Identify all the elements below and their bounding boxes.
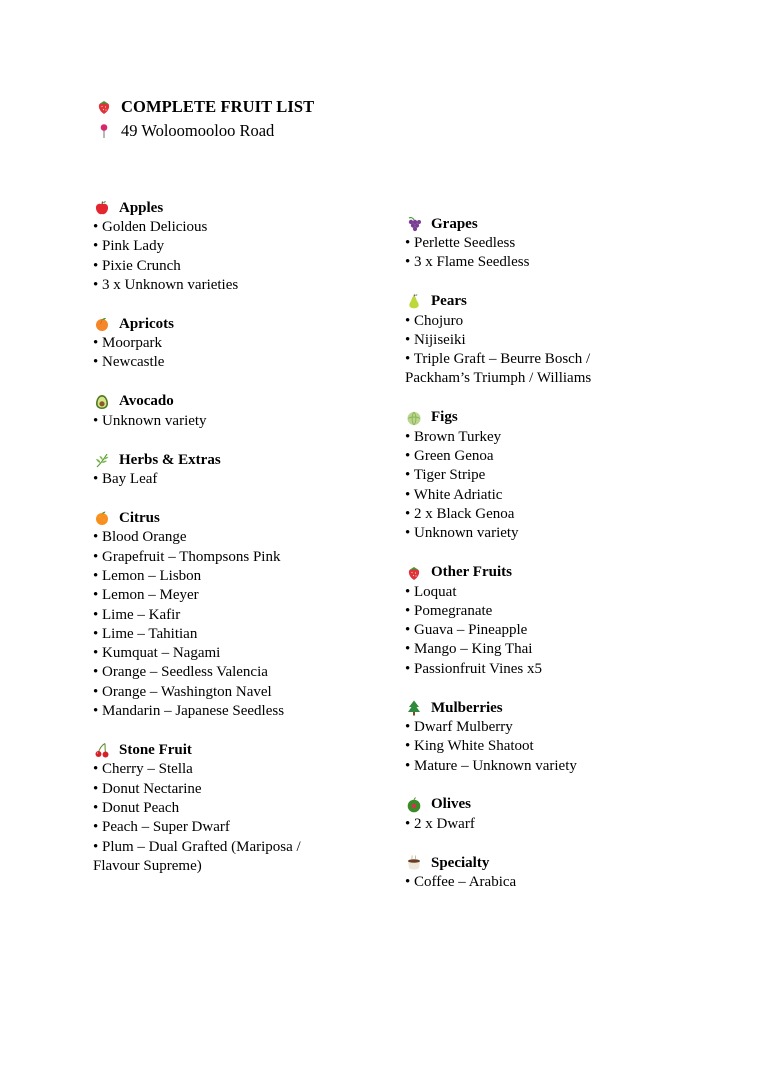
orange-icon	[93, 509, 111, 527]
section-heading	[405, 698, 705, 718]
section-heading	[405, 408, 705, 428]
list-item: • Brown Turkey	[405, 428, 502, 445]
list-item: • Passionfruit Vines x5	[405, 660, 542, 677]
list-item: • Plum – Dual Grafted (Mariposa /	[93, 838, 301, 855]
list-item: • Pink Lady	[93, 238, 165, 255]
grapes-icon	[405, 215, 423, 233]
section-mulberries	[405, 698, 705, 776]
section-title: Specialty	[431, 854, 490, 871]
list-item: • Loquat	[405, 583, 457, 600]
list-item: • Pixie Crunch	[93, 257, 181, 274]
section-title: Figs	[431, 409, 458, 426]
section-heading	[405, 292, 705, 312]
list-item: • Orange – Washington Navel	[93, 683, 272, 700]
list-item: • Tiger Stripe	[405, 467, 486, 484]
section-herbs-and-extras	[93, 450, 383, 489]
avocado-icon	[93, 393, 111, 411]
apricot-icon	[93, 315, 111, 333]
section-heading	[405, 214, 705, 234]
list-item: Flavour Supreme)	[93, 857, 202, 874]
section-pears	[405, 292, 705, 389]
coffee-icon	[405, 854, 423, 872]
list-item: • Mature – Unknown variety	[405, 757, 577, 774]
strawberry-icon	[405, 564, 423, 582]
title-line	[95, 95, 314, 119]
section-figs	[405, 408, 705, 544]
section-heading	[93, 508, 383, 528]
list-item: • White Adriatic	[405, 486, 503, 503]
melon-icon	[405, 409, 423, 427]
list-item: • Moorpark	[93, 335, 162, 352]
cherry-icon	[93, 741, 111, 759]
address-text: 49 Woloomooloo Road	[121, 121, 275, 140]
section-heading	[93, 740, 383, 760]
list-item: • Nijiseiki	[405, 331, 466, 348]
section-stone-fruit	[93, 740, 383, 876]
left-column	[93, 198, 383, 895]
pin-icon	[95, 122, 113, 140]
section-specialty	[405, 853, 705, 892]
list-item: • Newcastle	[93, 354, 165, 371]
tree-icon	[405, 699, 423, 717]
section-other-fruits	[405, 563, 705, 679]
section-heading	[93, 450, 383, 470]
section-heading	[93, 198, 383, 218]
list-item: • Kumquat – Nagami	[93, 645, 221, 662]
list-item: • Golden Delicious	[93, 219, 208, 235]
list-item: • Lime – Kafir	[93, 606, 181, 623]
section-heading	[93, 392, 383, 412]
section-title: Apples	[119, 199, 164, 216]
apple-icon	[93, 199, 111, 217]
list-item: • Unknown variety	[93, 412, 207, 429]
list-item: • Cherry – Stella	[93, 761, 193, 778]
list-item: • 3 x Unknown varieties	[93, 276, 239, 293]
strawberry-icon	[95, 98, 113, 116]
section-title: Pears	[431, 293, 467, 310]
section-title: Stone Fruit	[119, 741, 192, 758]
list-item: • Donut Peach	[93, 799, 180, 816]
section-title: Herbs & Extras	[119, 451, 221, 468]
list-item: • Chojuro	[405, 312, 464, 329]
section-avocado	[93, 392, 383, 431]
list-item: • Mango – King Thai	[405, 641, 533, 658]
right-column	[405, 214, 705, 912]
list-item: • Grapefruit – Thompsons Pink	[93, 548, 281, 565]
page-title: COMPLETE FRUIT LIST	[121, 97, 315, 116]
list-item: • Coffee – Arabica	[405, 874, 517, 891]
document-header	[95, 95, 314, 143]
section-heading	[93, 314, 383, 334]
section-title: Citrus	[119, 509, 160, 526]
section-apples	[93, 198, 383, 295]
section-apricots	[93, 314, 383, 373]
list-item: • Blood Orange	[93, 529, 187, 546]
pear-icon	[405, 293, 423, 311]
list-item: • Peach – Super Dwarf	[93, 819, 230, 836]
list-item: • Triple Graft – Beurre Bosch /	[405, 351, 591, 368]
section-title: Grapes	[431, 215, 478, 232]
list-item: • Mandarin – Japanese Seedless	[93, 703, 285, 720]
list-item: Packham’s Triumph / Williams	[405, 370, 592, 387]
list-item: • 2 x Dwarf	[405, 815, 475, 832]
section-title: Mulberries	[431, 699, 503, 716]
list-item: • Guava – Pineapple	[405, 622, 528, 639]
list-item: • Green Genoa	[405, 448, 494, 465]
section-citrus	[93, 508, 383, 721]
list-item: • Lemon – Lisbon	[93, 567, 202, 584]
list-item: • King White Shatoot	[405, 738, 534, 755]
list-item: • 2 x Black Genoa	[405, 505, 515, 522]
list-item: • Donut Nectarine	[93, 780, 202, 797]
section-olives	[405, 795, 705, 834]
section-grapes	[405, 214, 705, 273]
address-line	[95, 119, 314, 143]
section-title: Apricots	[119, 315, 174, 332]
section-heading	[405, 853, 705, 873]
section-heading	[405, 563, 705, 583]
section-title: Other Fruits	[431, 564, 512, 581]
list-item: • Orange – Seedless Valencia	[93, 664, 268, 681]
herb-icon	[93, 451, 111, 469]
list-item: • Bay Leaf	[93, 471, 158, 488]
list-item: • Unknown variety	[405, 525, 519, 542]
section-title: Olives	[431, 796, 471, 813]
olive-icon	[405, 796, 423, 814]
list-item: • Lime – Tahitian	[93, 625, 198, 642]
list-item: • Dwarf Mulberry	[405, 719, 513, 736]
section-title: Avocado	[119, 393, 174, 410]
section-heading	[405, 795, 705, 815]
list-item: • Perlette Seedless	[405, 235, 516, 251]
list-item: • 3 x Flame Seedless	[405, 254, 530, 271]
list-item: • Pomegranate	[405, 602, 493, 619]
list-item: • Lemon – Meyer	[93, 587, 199, 604]
